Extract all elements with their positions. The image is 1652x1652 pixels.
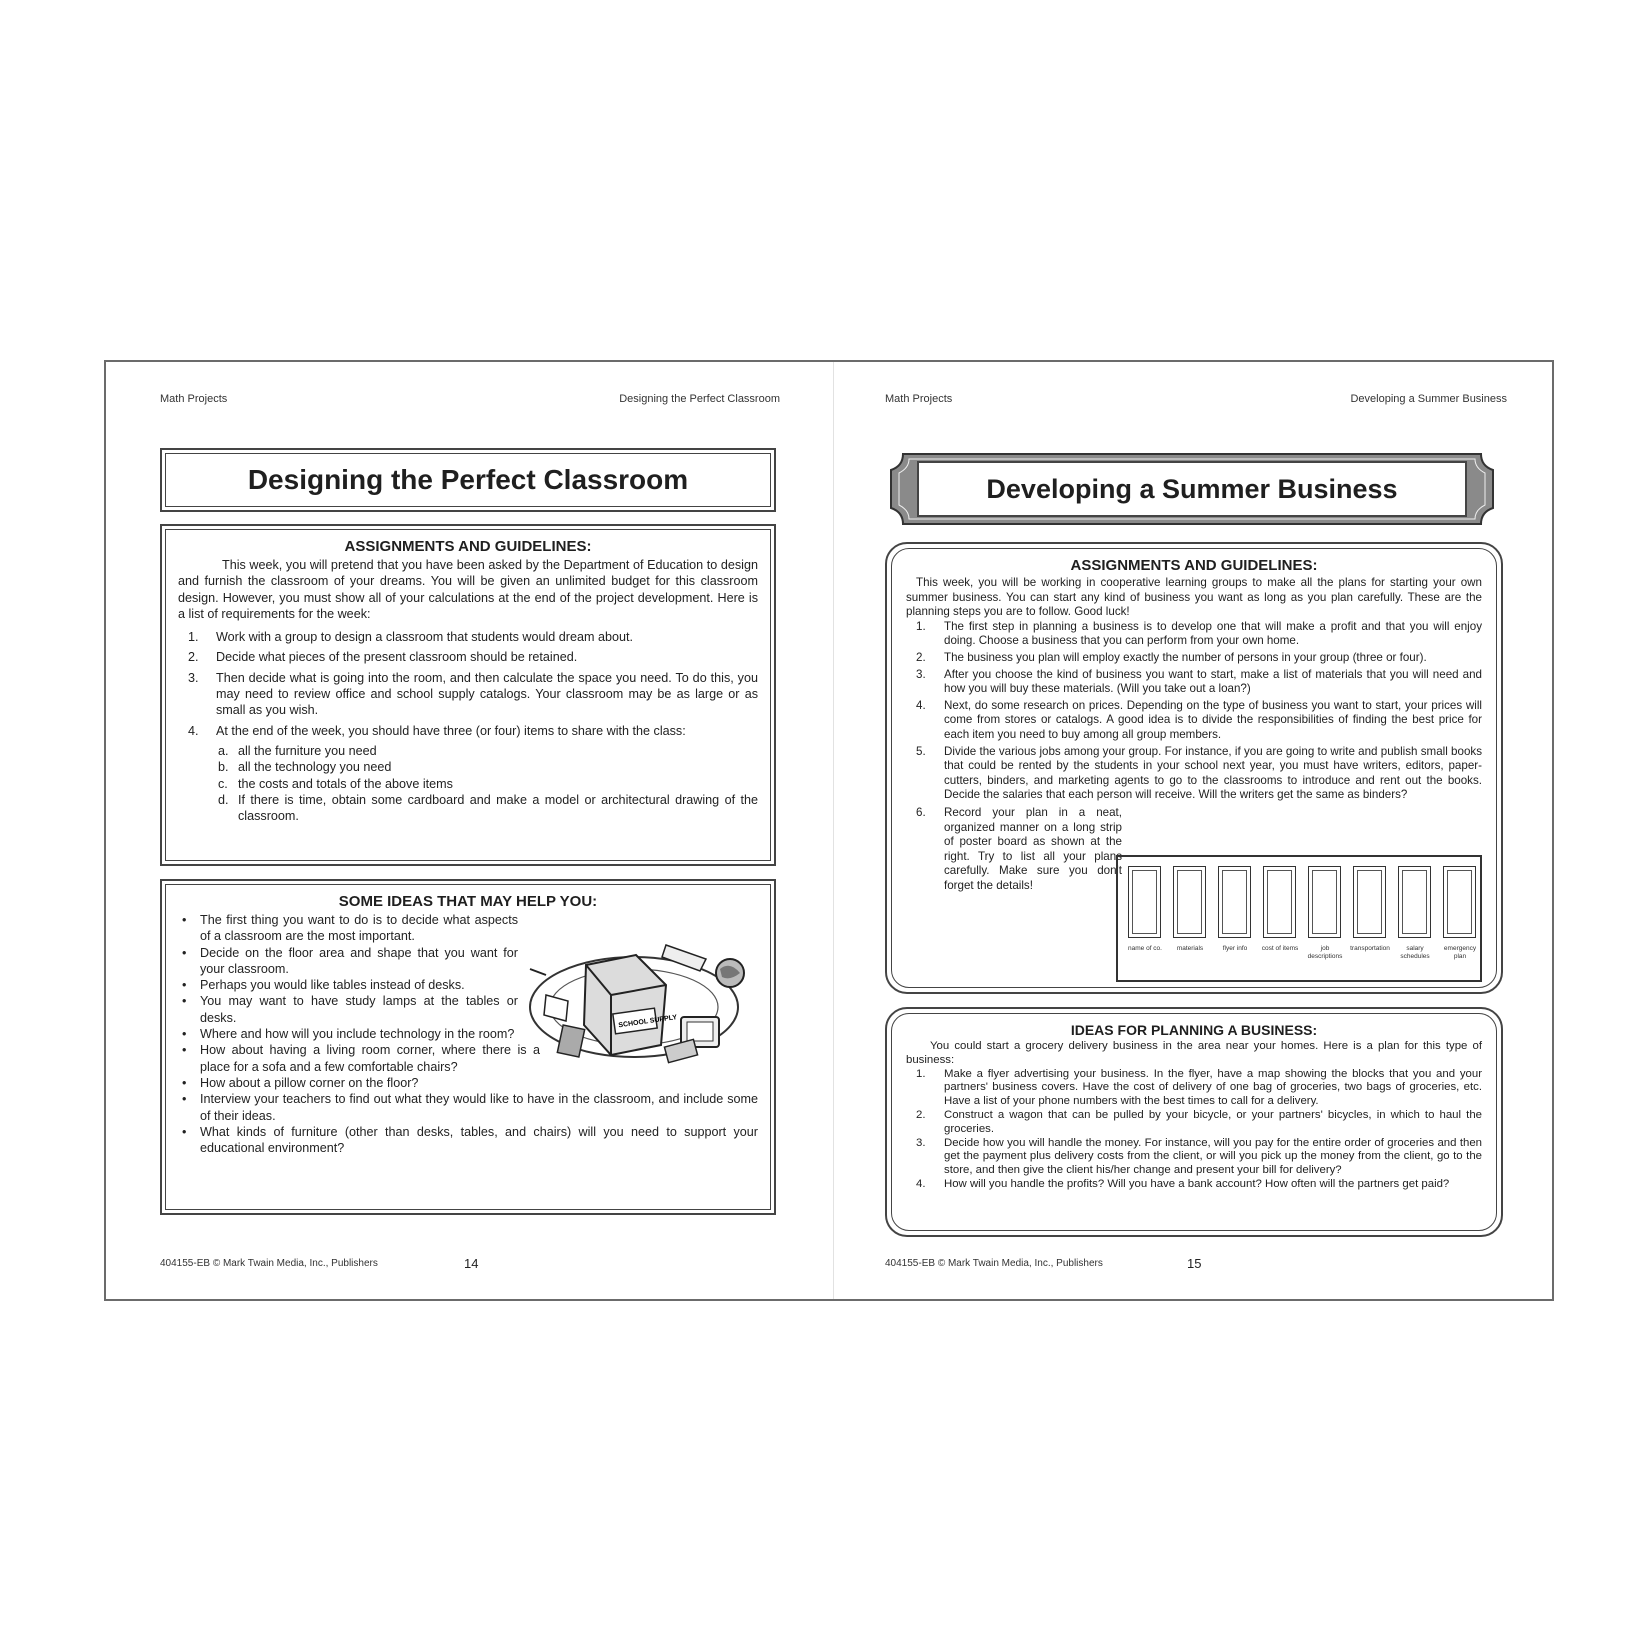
- title-frame: [160, 448, 776, 512]
- list-item: [178, 649, 758, 665]
- list-text: the costs and totals of the above items: [238, 776, 453, 791]
- bullet-text: You may want to have study lamps at the tables or desks.: [200, 994, 518, 1025]
- assignments-intro: This week, you will be working in cooperative learning groups to make all the plans for starting your own summer business. You can start any kind of business you want as long as you plan carefully. These are the planning steps you are to follow. Good luck!: [906, 576, 1482, 619]
- list-text: all the technology you need: [238, 760, 392, 775]
- list-text: Construct a wagon that can be pulled by your bicycle, or your partners' bicycles, in which to haul the groceries.: [944, 1108, 1482, 1135]
- assignments-box: [160, 524, 776, 866]
- list-item: [178, 776, 758, 792]
- poster-caption: job descriptions: [1307, 945, 1343, 960]
- book-spread: [104, 360, 1554, 1301]
- list-marker: 2.: [916, 650, 926, 664]
- list-marker: d.: [218, 792, 229, 807]
- list-marker: 3.: [916, 1136, 926, 1149]
- list-item: [178, 759, 758, 775]
- idea-bullet: [178, 1042, 540, 1075]
- page-number: 15: [1187, 1256, 1202, 1271]
- poster-column: [1263, 866, 1296, 938]
- bullet-dot: •: [182, 1043, 187, 1058]
- poster-caption: materials: [1176, 945, 1204, 952]
- list-marker: 3.: [916, 667, 926, 681]
- assignments-box: [885, 542, 1503, 994]
- list-marker: c.: [218, 776, 228, 791]
- list-text: Work with a group to design a classroom that students would dream about.: [216, 630, 633, 645]
- list-marker: b.: [218, 760, 229, 775]
- bullet-dot: •: [182, 994, 187, 1009]
- poster-column: [1353, 866, 1386, 938]
- list-marker: 5.: [916, 744, 926, 758]
- assignments-heading: ASSIGNMENTS AND GUIDELINES:: [344, 538, 592, 555]
- list-item: [178, 743, 758, 759]
- poster-caption: flyer info: [1222, 945, 1248, 952]
- list-marker: 4.: [916, 1177, 926, 1190]
- list-text: Decide what pieces of the present classroom should be retained.: [216, 650, 578, 665]
- bullet-dot: •: [182, 945, 187, 960]
- list-marker: a.: [218, 743, 229, 758]
- running-head-right: Developing a Summer Business: [1350, 393, 1507, 405]
- bullet-text: What kinds of furniture (other than desks, tables, and chairs) will you need to support your educational environment?: [200, 1124, 758, 1156]
- bullet-text: How about having a living room corner, where there is a place for a sofa and a few comfortable chairs?: [200, 1043, 540, 1074]
- assignments-intro: This week, you will pretend that you have been asked by the Department of Education to design and furnish the classroom of your dreams. You will be given an unlimited budget for this classroom design. However, you must show all of your calculations at the end of the project development. Here is a list of requirements for the week:: [178, 558, 758, 621]
- page-title: Developing a Summer Business: [917, 461, 1467, 517]
- bullet-dot: •: [182, 1075, 187, 1090]
- list-text: If there is time, obtain some cardboard and make a model or architectural drawing of the classroom.: [238, 792, 758, 824]
- idea-bullet: [178, 945, 518, 978]
- bullet-text: Decide on the floor area and shape that you want for your classroom.: [200, 945, 518, 976]
- ideas-heading: SOME IDEAS THAT MAY HELP YOU:: [338, 893, 598, 910]
- poster-column: [1173, 866, 1206, 938]
- ideas-box: [160, 879, 776, 1215]
- poster-column: [1443, 866, 1476, 938]
- list-item: [906, 1068, 1482, 1109]
- bullet-dot: •: [182, 1092, 187, 1107]
- list-item: [906, 651, 1482, 666]
- running-head-left: Math Projects: [160, 393, 228, 405]
- list-text: At the end of the week, you should have three (or four) items to share with the class:: [216, 723, 686, 738]
- list-text: After you choose the kind of business you want to start, make a list of materials that you will need and how you will buy these materials. (Will you take out a loan?): [944, 667, 1482, 696]
- idea-bullet: [178, 977, 518, 993]
- list-item: [178, 792, 758, 825]
- idea-bullet: [178, 1026, 518, 1042]
- idea-bullet: [178, 912, 518, 945]
- list-item: [906, 620, 1482, 649]
- list-text: Then decide what is going into the room, and then calculate the space you need. To do this, you may need to review office and school supply catalogs. Your classroom may be as large or as small as you wish.: [216, 670, 758, 718]
- classroom-technology-illustration: [516, 925, 756, 1075]
- page-footer: [160, 1258, 780, 1269]
- list-item: [178, 629, 758, 645]
- list-text: Divide the various jobs among your group. For instance, if you are going to write and publish small books that could be rented by the students in your school next year, you must have writers, editors, paper-cutters, binders, and marketing agents to go to the classrooms to introduce and rent out the books. Decide the salaries that each person will receive. Will the writers get the same as binders?: [944, 744, 1482, 802]
- poster-caption: transportation: [1350, 945, 1390, 952]
- poster-column: [1218, 866, 1251, 938]
- list-item: [906, 745, 1482, 803]
- business-plan-list: [906, 1068, 1482, 1192]
- poster-caption: emergency plan: [1443, 945, 1477, 960]
- ideas-box: [885, 1007, 1503, 1237]
- bullet-text: Where and how will you include technology in the room?: [200, 1027, 515, 1042]
- poster-caption: name of co.: [1128, 945, 1162, 952]
- bullet-dot: •: [182, 1124, 187, 1139]
- items-to-share-list: [178, 743, 758, 824]
- list-marker: 1.: [916, 619, 926, 633]
- list-text: all the furniture you need: [238, 743, 377, 758]
- spine-divider: [833, 362, 834, 1299]
- bullet-text: Perhaps you would like tables instead of desks.: [200, 978, 465, 993]
- idea-bullet: [178, 1075, 758, 1091]
- title-frame: [881, 452, 1503, 526]
- poster-caption: cost of items: [1261, 945, 1299, 952]
- ideas-intro: You could start a grocery delivery business in the area near your homes. Here is a plan for this type of business:: [906, 1040, 1482, 1066]
- poster-column: [1308, 866, 1341, 938]
- running-head-left: Math Projects: [885, 393, 953, 405]
- bullet-text: Interview your teachers to find out what they would like to have in the classroom, and include some of their ideas.: [200, 1092, 758, 1123]
- bullet-dot: •: [182, 1027, 187, 1042]
- list-text: The first step in planning a business is to develop one that will make a profit and that you will enjoy doing. Choose a business that you can perform from your own home.: [944, 619, 1482, 648]
- bullet-text: The first thing you want to do is to decide what aspects of a classroom are the most important.: [200, 913, 518, 944]
- assignments-heading: ASSIGNMENTS AND GUIDELINES:: [1070, 557, 1318, 574]
- list-item: [906, 1109, 1482, 1137]
- idea-bullet: [178, 1124, 758, 1157]
- idea-bullet: [178, 993, 518, 1026]
- list-item: [178, 723, 758, 739]
- poster-column: [1398, 866, 1431, 938]
- page-footer: [885, 1258, 1507, 1269]
- poster-board-diagram: [1116, 855, 1482, 982]
- copyright-line: 404155-EB © Mark Twain Media, Inc., Publishers: [160, 1258, 378, 1269]
- list-item: [906, 699, 1482, 743]
- list-text: How will you handle the profits? Will you have a bank account? How often will the partners get paid?: [944, 1177, 1450, 1190]
- ideas-heading: IDEAS FOR PLANNING A BUSINESS:: [1070, 1022, 1318, 1038]
- list-marker: 2.: [916, 1108, 926, 1121]
- list-item: [906, 668, 1482, 697]
- idea-bullet: [178, 1091, 758, 1124]
- list-marker: 4.: [188, 723, 199, 738]
- list-item: [178, 670, 758, 719]
- left-page: [160, 362, 780, 1299]
- bullet-dot: •: [182, 978, 187, 993]
- poster-column: [1128, 866, 1161, 938]
- page-title: Designing the Perfect Classroom: [165, 453, 771, 507]
- list-marker: 3.: [188, 670, 199, 685]
- list-marker: 4.: [916, 698, 926, 712]
- list-text: The business you plan will employ exactly the number of persons in your group (three or four).: [944, 650, 1427, 664]
- copyright-line: 404155-EB © Mark Twain Media, Inc., Publishers: [885, 1258, 1103, 1269]
- list-item: [906, 1178, 1482, 1192]
- list-text: Decide how you will handle the money. For instance, will you pay for the entire order of groceries and then get the payment plus delivery costs from the client, or will you pick up the money from the client, go to the store, and then give the client his/her change and present your bill for delivery?: [944, 1136, 1482, 1177]
- poster-caption: salary schedules: [1400, 945, 1430, 960]
- supply-box-label: SCHOOL SUPPLY: [618, 1014, 678, 1030]
- list-marker: 1.: [916, 1067, 926, 1080]
- requirements-list: [178, 629, 758, 739]
- bullet-dot: •: [182, 913, 187, 927]
- running-head-right: Designing the Perfect Classroom: [619, 393, 780, 405]
- list-item: [906, 1137, 1482, 1178]
- step-6: 6. Record your plan in a neat, organized manner on a long strip of poster board as shown at the right. Try to list all your plans carefully. Make sure you don't forget the details!: [916, 805, 1122, 892]
- list-text: Make a flyer advertising your business. In the flyer, have a map showing the blocks that you and your partners' business covers. Have the cost of delivery of one bag of groceries, two bags of groceries, etc. Have a list of your phone numbers with the best times to call for a delivery.: [944, 1067, 1482, 1108]
- list-marker: 2.: [188, 650, 199, 665]
- list-text: Next, do some research on prices. Depending on the type of business you want to start, your prices will come from stores or catalogs. A good idea is to divide the responsibilities of finding the best price for each item you need to buy among all group members.: [944, 698, 1482, 741]
- list-marker: 1.: [188, 630, 199, 645]
- bullet-text: How about a pillow corner on the floor?: [200, 1075, 419, 1090]
- planning-steps-list: [906, 620, 1482, 803]
- right-page: [885, 362, 1507, 1299]
- page-number: 14: [464, 1256, 479, 1271]
